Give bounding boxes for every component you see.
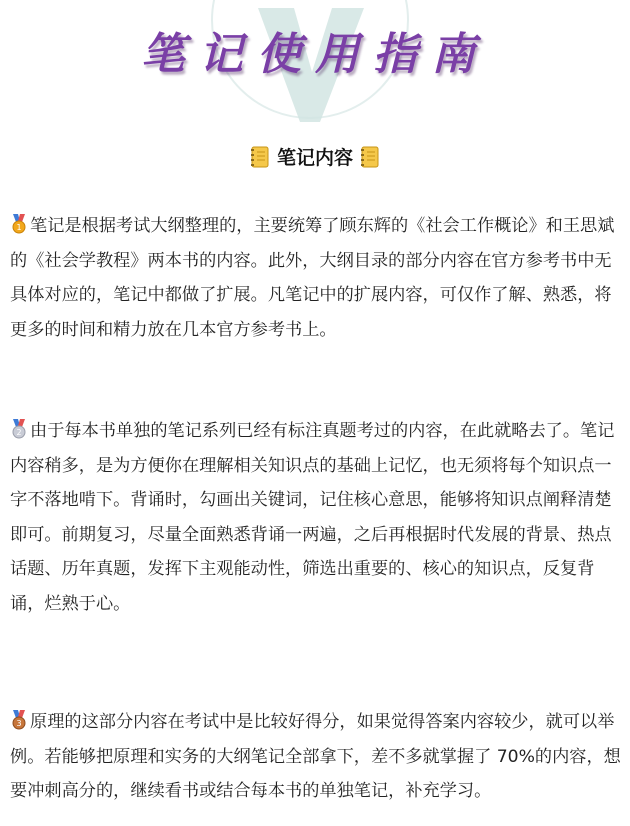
svg-text:3: 3	[16, 719, 22, 728]
bronze-medal-icon	[10, 710, 28, 730]
paragraph-text: 原理的这部分内容在考试中是比较好得分，如果觉得答案内容较少，就可以举例。若能够把原理和实务的大纲笔记全部拿下，差不多就掌握了 70%的内容，想要冲刺高分的，继续看书或结合每本书的单独笔记，补充学习。	[10, 712, 621, 801]
notebook-icon	[250, 146, 270, 168]
notebook-icon	[360, 146, 380, 168]
page-title: 笔记使用指南	[141, 29, 489, 80]
section-heading	[0, 143, 630, 170]
paragraph-text: 由于每本书单独的笔记系列已经有标注真题考过的内容，在此就略去了。笔记内容稍多，是为方便你在理解相关知识点的基础上记忆，也无须将每个知识点一字不落地啃下。背诵时，勾画出关键词，记住核心意思，能够将知识点阐释清楚即可。前期复习，尽量全面熟悉背诵一两遍，之后再根据时代发展的背景、热点话题、历年真题，发挥下主观能动性，筛选出重要的、核心的知识点，反复背诵，烂熟于心。	[10, 421, 615, 614]
paragraph-1	[10, 209, 622, 347]
section-title: 笔记内容	[276, 147, 353, 169]
silver-medal-icon	[10, 419, 28, 439]
paragraph-text: 笔记是根据考试大纲整理的，主要统筹了顾东辉的《社会工作概论》和王思斌的《社会学教程》两本书的内容。此外，大纲目录的部分内容在官方参考书中无具体对应的，笔记中都做了扩展。凡笔记中的扩展内容，可仅作了解、熟悉，将更多的时间和精力放在几本官方参考书上。	[10, 216, 615, 340]
svg-text:2: 2	[16, 428, 22, 437]
paragraph-2	[10, 414, 622, 621]
header	[0, 0, 630, 130]
svg-text:1: 1	[16, 223, 22, 232]
gold-medal-icon	[10, 214, 28, 234]
paragraph-3	[10, 705, 622, 809]
